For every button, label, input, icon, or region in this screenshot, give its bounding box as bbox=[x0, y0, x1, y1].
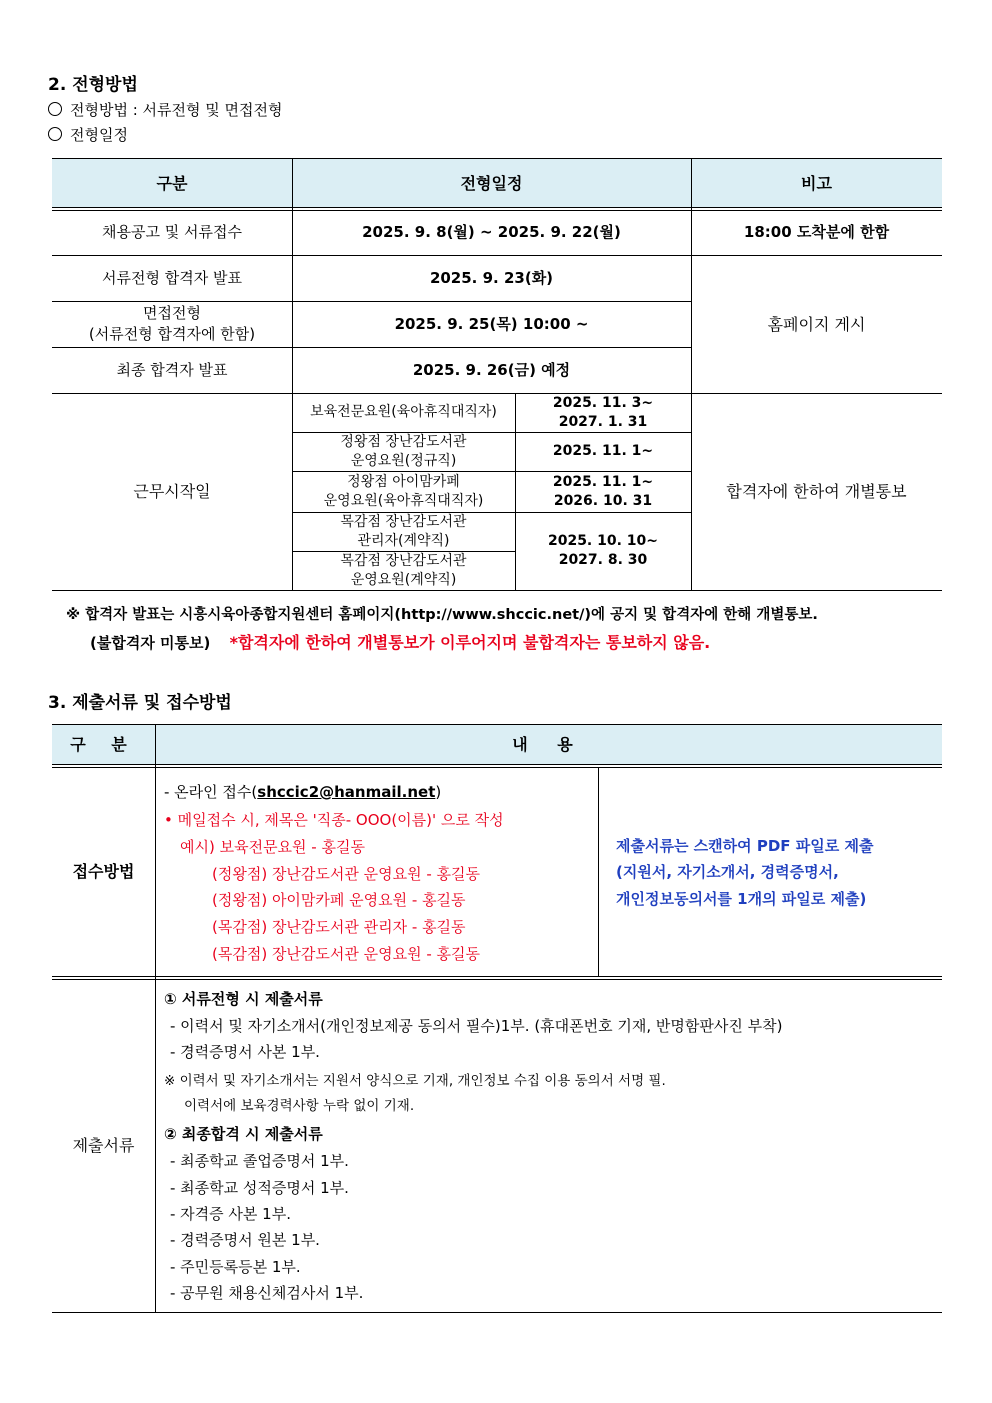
method-right-line: 제출서류는 스캔하여 PDF 파일로 제출 bbox=[616, 837, 874, 855]
docs-second-item: - 최종학교 성적증명서 1부. bbox=[170, 1179, 349, 1197]
date-cell bbox=[515, 512, 691, 590]
example-item: (목감점) 장난감도서관 운영요원 - 홍길동 bbox=[212, 945, 481, 963]
position-line: 정왕점 장난감도서관 bbox=[340, 433, 467, 450]
bullet-text: 전형방법 : 서류전형 및 면접전형 bbox=[70, 101, 283, 119]
method-label: 접수방법 bbox=[72, 862, 135, 881]
header-category: 구 분 bbox=[70, 735, 137, 754]
position-cell bbox=[292, 551, 515, 590]
docs-second-item: - 최종학교 졸업증명서 1부. bbox=[170, 1152, 349, 1170]
position-line: 목감점 장난감도서관 bbox=[340, 552, 467, 569]
docs-first-note: ※ 이력서 및 자기소개서는 지원서 양식으로 기재, 개인정보 수집 이용 동의서 서명 필. bbox=[164, 1073, 666, 1089]
example-label: 예시) 보육전문요원 - 홍길동 bbox=[180, 838, 365, 856]
row-category: 서류전형 합격자 발표 bbox=[102, 268, 242, 287]
row-date: 2025. 9. 26(금) 예정 bbox=[412, 360, 571, 379]
row-note-merged: 홈페이지 게시 bbox=[767, 314, 866, 334]
docs-first-item: - 이력서 및 자기소개서(개인정보제공 동의서 필수)1부. (휴대폰번호 기재, 반명함판사진 부착) bbox=[170, 1017, 783, 1035]
notice-line-2 bbox=[90, 630, 710, 653]
date-cell bbox=[515, 471, 691, 512]
position-cell bbox=[292, 432, 515, 471]
docs-second-title: ② 최종합격 시 제출서류 bbox=[164, 1125, 323, 1143]
example-item: (목감점) 장난감도서관 관리자 - 홍길동 bbox=[212, 918, 466, 936]
row-date: 2025. 9. 8(월) ~ 2025. 9. 22(월) bbox=[362, 223, 621, 241]
position-line: 운영요원(계약직) bbox=[350, 571, 457, 588]
position-line: 운영요원(정규직) bbox=[350, 452, 457, 469]
section-heading-2: 2. 전형방법 bbox=[48, 75, 138, 95]
mail-rule: • 메일접수 시, 제목은 '직종- OOO(이름)' 으로 작성 bbox=[164, 811, 504, 829]
docs-second-item: - 자격증 사본 1부. bbox=[170, 1205, 291, 1223]
notice-prefix: (불합격자 미통보) bbox=[90, 634, 211, 652]
bullet-schedule bbox=[48, 124, 128, 145]
section-heading-3: 3. 제출서류 및 접수방법 bbox=[48, 693, 232, 713]
position-cell bbox=[292, 471, 515, 512]
row-date: 2025. 9. 25(목) 10:00 ~ bbox=[394, 314, 589, 333]
row-date: 2025. 9. 23(화) bbox=[429, 268, 554, 287]
bullet-text: 전형일정 bbox=[70, 126, 128, 144]
notice-red: *합격자에 한하여 개별통보가 이루어지며 불합격자는 통보하지 않음. bbox=[229, 633, 711, 652]
date-cell bbox=[515, 393, 691, 432]
notice-line-1: ※ 합격자 발표는 시흥시육아종합지원센터 홈페이지(http://www.shccic.net/)에 공지 및 합격자에 한해 개별통보. bbox=[66, 607, 818, 623]
row-category: 최종 합격자 발표 bbox=[116, 360, 228, 379]
submission-table bbox=[52, 724, 942, 1314]
docs-first-item: - 경력증명서 사본 1부. bbox=[170, 1043, 320, 1061]
row-category: 채용공고 및 서류접수 bbox=[102, 223, 242, 241]
date-line: 2027. 8. 30 bbox=[558, 552, 648, 568]
position-cell bbox=[292, 512, 515, 551]
docs-label: 제출서류 bbox=[72, 1136, 135, 1155]
category-line: (서류전형 합격자에 한함) bbox=[88, 325, 256, 343]
start-note: 합격자에 한하여 개별통보 bbox=[726, 482, 907, 501]
docs-second-item: - 주민등록등본 1부. bbox=[170, 1258, 301, 1276]
date-line: 2027. 1. 31 bbox=[558, 413, 648, 430]
email-link[interactable]: shccic2@hanmail.net bbox=[257, 783, 436, 801]
docs-first-note: 이력서에 보육경력사항 누락 없이 기재. bbox=[184, 1098, 415, 1114]
method-right-line: (지원서, 자기소개서, 경력증명서, bbox=[616, 863, 839, 881]
bullet-method bbox=[48, 99, 283, 120]
header-category: 구분 bbox=[156, 173, 188, 193]
docs-first-title: ① 서류전형 시 제출서류 bbox=[164, 990, 323, 1008]
docs-second-item: - 경력증명서 원본 1부. bbox=[170, 1231, 320, 1249]
example-item: (정왕점) 장난감도서관 운영요원 - 홍길동 bbox=[212, 865, 481, 883]
row-note: 18:00 도착분에 한함 bbox=[743, 223, 890, 241]
header-content: 내 용 bbox=[512, 735, 585, 754]
header-note: 비고 bbox=[801, 173, 832, 193]
start-category: 근무시작일 bbox=[133, 482, 211, 501]
position-cell: 보육전문요원(육아휴직대직자) bbox=[310, 404, 497, 420]
date-line: 2025. 11. 3~ bbox=[552, 394, 654, 411]
date-line: 2026. 10. 31 bbox=[553, 492, 653, 509]
schedule-table bbox=[52, 158, 942, 591]
circle-icon bbox=[48, 102, 62, 116]
date-line: 2025. 10. 10~ bbox=[547, 533, 659, 549]
position-line: 목감점 장난감도서관 bbox=[340, 513, 467, 530]
header-schedule: 전형일정 bbox=[460, 173, 523, 193]
online-suffix: ) bbox=[435, 783, 442, 801]
row-category bbox=[52, 301, 292, 347]
docs-second-item: - 공무원 채용신체검사서 1부. bbox=[170, 1284, 364, 1302]
example-item: (정왕점) 아이맘카페 운영요원 - 홍길동 bbox=[212, 891, 466, 909]
position-line: 정왕점 아이맘카페 bbox=[347, 473, 460, 490]
online-prefix: - 온라인 접수( bbox=[164, 783, 258, 801]
method-right-line: 개인정보동의서를 1개의 파일로 제출) bbox=[616, 890, 867, 908]
position-line: 운영요원(육아휴직대직자) bbox=[323, 492, 484, 509]
category-line: 면접전형 bbox=[143, 304, 201, 322]
position-line: 관리자(계약직) bbox=[357, 532, 450, 549]
date-line: 2025. 11. 1~ bbox=[552, 473, 654, 490]
online-submission bbox=[164, 781, 441, 802]
circle-icon bbox=[48, 127, 62, 141]
date-cell: 2025. 11. 1~ bbox=[552, 443, 654, 459]
